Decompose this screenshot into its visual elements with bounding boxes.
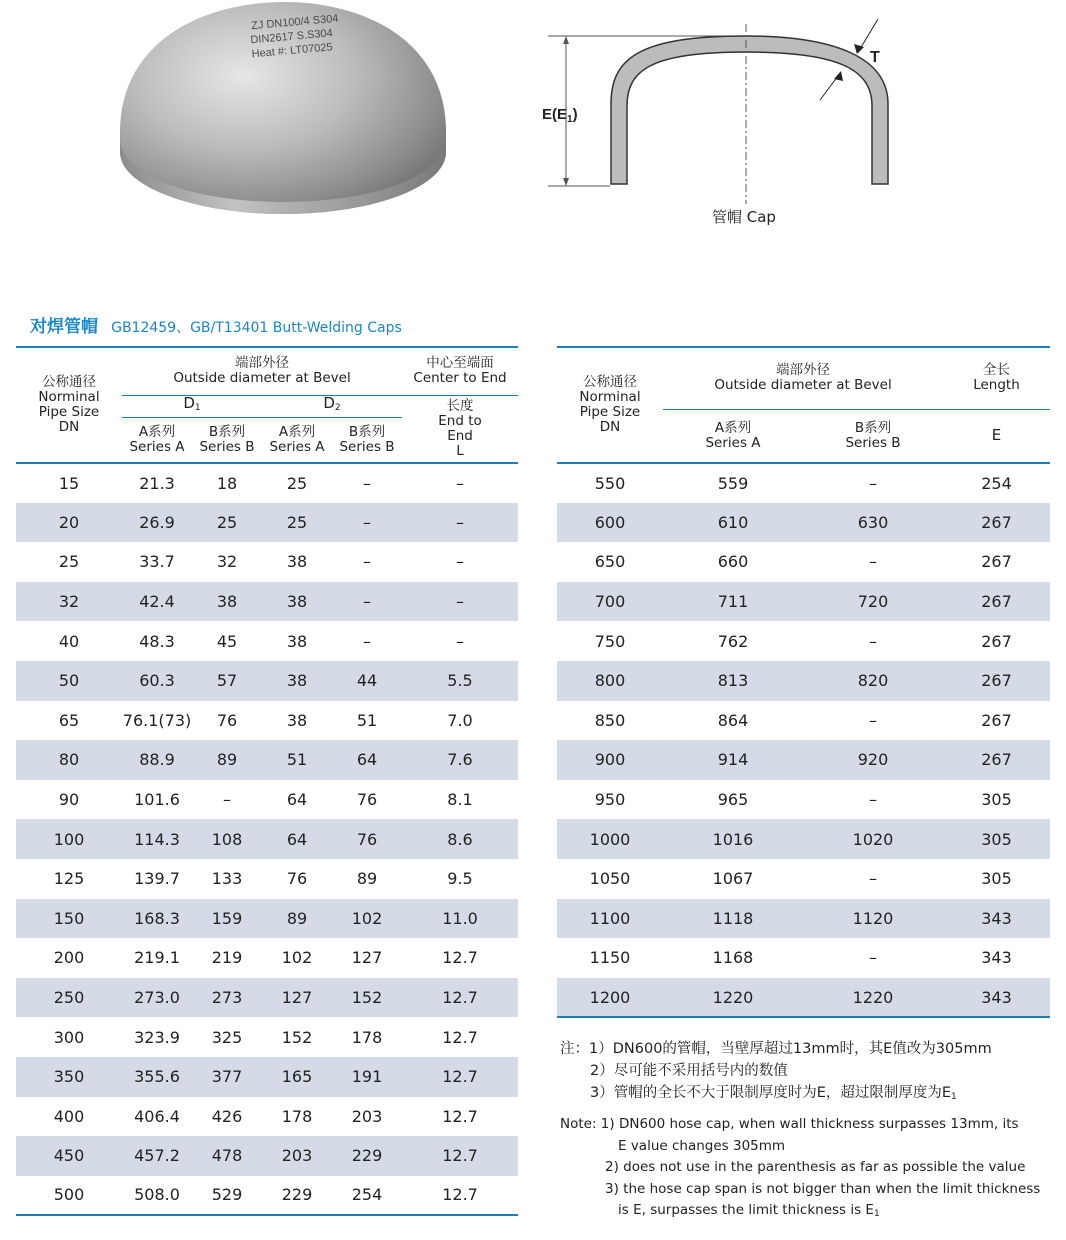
table-cell-d2-b: – <box>332 503 402 543</box>
table-cell-d2-b: 89 <box>356 869 378 889</box>
r-e-header: E <box>943 409 1050 463</box>
table-cell-d1-a: 60.3 <box>122 661 192 701</box>
table-cell-series-a: 559 <box>717 473 749 493</box>
table-cell-d1-a: 168.3 <box>122 899 192 939</box>
table-cell-series-a: 1118 <box>663 899 803 939</box>
table-row <box>16 899 518 939</box>
table-cell-series-b: 1120 <box>803 899 943 939</box>
table-cell-dn: 650 <box>594 552 626 572</box>
d2-header: $D_2$ <box>262 395 402 417</box>
table-cell-series-b: 1220 <box>803 978 943 1018</box>
table-cell-e: 343 <box>943 978 1050 1018</box>
d2-series-b-header: B系列 Series B <box>332 417 402 463</box>
table-cell-length: 7.0 <box>447 710 473 730</box>
table-row <box>557 701 1050 741</box>
title-cn: 对焊管帽 <box>30 317 98 337</box>
table-row <box>16 819 518 859</box>
table-cell-length: 12.7 <box>442 1027 478 1047</box>
table-cell-d1-b: 133 <box>211 869 243 889</box>
table-cell-e: 267 <box>943 740 1050 780</box>
table-cell-dn: 90 <box>58 790 80 810</box>
table-row <box>16 503 518 543</box>
stamp-line-3: Heat #: LT07025 <box>251 41 334 61</box>
table-cell-d2-b: – <box>363 473 371 493</box>
table-cell-dn: 550 <box>594 473 626 493</box>
table-cell-d2-a: 38 <box>286 710 308 730</box>
table-cell-series-b: – <box>869 710 877 730</box>
note-en-3b: is E, surpasses the limit thickness is $E_1$ <box>618 1202 880 1219</box>
table-row <box>16 1176 518 1216</box>
table-cell-d2-b: – <box>363 552 371 572</box>
r-dn-header: 公称通径 Norminal Pipe Size DN <box>557 347 663 463</box>
table-cell-e: 305 <box>943 819 1050 859</box>
table-cell-d2-a: 51 <box>262 740 332 780</box>
note-en-1b: E value changes 305mm <box>618 1137 786 1154</box>
table-row <box>557 978 1050 1018</box>
table-cell-d1-b: 57 <box>192 661 262 701</box>
table-row <box>16 701 518 741</box>
table-cell-d2-b: 229 <box>332 1136 402 1176</box>
table-cell-d2-b: – <box>363 631 371 651</box>
table-cell-dn: 40 <box>58 631 80 651</box>
table-cell-d2-a: 64 <box>286 790 308 810</box>
table-cell-dn: 500 <box>16 1176 122 1216</box>
cap-diagram <box>538 14 898 234</box>
table-cell-dn: 350 <box>16 1057 122 1097</box>
table-cell-series-b: 820 <box>803 661 943 701</box>
product-photo <box>112 2 452 217</box>
ce-header: 中心至端面 Center to End <box>402 347 518 395</box>
table-cell-series-b: – <box>869 631 877 651</box>
table-cell-d1-a: 139.7 <box>134 869 180 889</box>
table-cell-series-a: 864 <box>717 710 749 730</box>
note-en-3: 3) the hose cap span is not bigger than when the limit thickness <box>605 1180 1041 1197</box>
table-cell-d2-a: 229 <box>262 1176 332 1216</box>
table-cell-series-a: 762 <box>717 631 749 651</box>
table-cell-d2-a: 38 <box>286 631 308 651</box>
table-row <box>557 899 1050 939</box>
table-cell-d1-b: 38 <box>192 582 262 622</box>
table-row <box>16 859 518 899</box>
table-row <box>16 1017 518 1057</box>
table-cell-d2-b: 64 <box>332 740 402 780</box>
table-cell-d1-b: 478 <box>192 1136 262 1176</box>
table-row <box>16 542 518 582</box>
table-cell-length: 5.5 <box>402 661 518 701</box>
table-cell-e: 267 <box>981 710 1012 730</box>
table-cell-dn: 80 <box>16 740 122 780</box>
table-cell-length: – <box>456 473 465 493</box>
od-header: 端部外径 Outside diameter at Bevel <box>122 347 402 395</box>
table-cell-d2-a: 38 <box>262 582 332 622</box>
stamp-line-2: DIN2617 S.S304 <box>249 27 334 47</box>
table-cell-length: 12.7 <box>442 948 478 968</box>
table-cell-dn: 400 <box>53 1106 85 1126</box>
note-cn-3: 3）管帽的全长不大于限制厚度时为E，超过限制厚度为$E_1$ <box>590 1085 957 1102</box>
table-cell-series-b: – <box>869 948 877 968</box>
table-cell-dn: 250 <box>16 978 122 1018</box>
table-cell-d2-b: 76 <box>356 790 378 810</box>
table-cell-e: 343 <box>943 899 1050 939</box>
table-row <box>16 661 518 701</box>
table-row <box>16 1136 518 1176</box>
table-cell-d2-b: 178 <box>351 1027 383 1047</box>
table-cell-d1-a: 33.7 <box>139 552 175 572</box>
table-cell-d1-b: 219 <box>211 948 243 968</box>
table-cell-d1-a: 88.9 <box>122 740 192 780</box>
caps-table-right <box>557 346 1050 1018</box>
table-cell-d1-b: 25 <box>192 503 262 543</box>
table-cell-dn: 1100 <box>557 899 663 939</box>
table-cell-dn: 1050 <box>589 869 631 889</box>
d1-header: $D_1$ <box>122 395 262 417</box>
table-row <box>557 621 1050 661</box>
table-cell-series-b: – <box>869 473 877 493</box>
table-row <box>557 859 1050 899</box>
table-cell-dn: 850 <box>594 710 626 730</box>
table-cell-e: 267 <box>943 582 1050 622</box>
table-cell-d1-a: 21.3 <box>139 473 175 493</box>
table-row <box>16 978 518 1018</box>
table-cell-d1-a: 26.9 <box>122 503 192 543</box>
table-cell-d1-a: 114.3 <box>122 819 192 859</box>
table-cell-d2-a: 89 <box>262 899 332 939</box>
table-cell-dn: 125 <box>53 869 85 889</box>
table-cell-d2-b: 44 <box>332 661 402 701</box>
table-cell-d2-b: 152 <box>332 978 402 1018</box>
table-cell-d2-a: 178 <box>281 1106 313 1126</box>
stamp-line-1: ZJ DN100/4 S304 <box>250 12 339 33</box>
table-cell-length: 7.6 <box>402 740 518 780</box>
dn-header: 公称通径 Norminal Pipe Size DN <box>16 347 122 463</box>
table-row <box>16 621 518 661</box>
table-cell-series-a: 610 <box>663 503 803 543</box>
table-cell-d1-b: 529 <box>192 1176 262 1216</box>
table-cell-length: 12.7 <box>402 1136 518 1176</box>
table-cell-series-a: 660 <box>717 552 749 572</box>
table-cell-d2-a: 152 <box>281 1027 313 1047</box>
table-cell-length: 12.7 <box>402 978 518 1018</box>
table-cell-dn: 300 <box>53 1027 85 1047</box>
table-cell-d2-b: 51 <box>356 710 378 730</box>
table-cell-dn: 20 <box>16 503 122 543</box>
table-cell-dn: 950 <box>594 790 626 810</box>
table-cell-series-b: 630 <box>803 503 943 543</box>
table-cell-d1-a: 273.0 <box>122 978 192 1018</box>
table-cell-d1-b: – <box>223 790 231 810</box>
table-row <box>557 463 1050 503</box>
table-cell-length: 12.7 <box>442 1106 478 1126</box>
table-cell-d1-a: 48.3 <box>139 631 175 651</box>
table-row <box>557 819 1050 859</box>
table-cell-d1-a: 101.6 <box>134 790 180 810</box>
table-cell-dn: 600 <box>557 503 663 543</box>
table-row <box>16 463 518 503</box>
table-cell-series-b: – <box>869 869 877 889</box>
table-row <box>16 1057 518 1097</box>
table-cell-d1-b: 377 <box>192 1057 262 1097</box>
table-cell-length: – <box>456 631 465 651</box>
table-cell-length: – <box>402 582 518 622</box>
table-row <box>16 582 518 622</box>
table-cell-d2-a: 127 <box>262 978 332 1018</box>
table-cell-d1-b: 108 <box>192 819 262 859</box>
svg-text:E(E1) <box>542 106 578 125</box>
table-cell-e: 305 <box>981 790 1012 810</box>
table-cell-d2-a: 102 <box>281 948 313 968</box>
table-row <box>16 780 518 820</box>
d1-series-a-header: A系列 Series A <box>122 417 192 463</box>
table-cell-dn: 800 <box>557 661 663 701</box>
table-cell-d1-a: 457.2 <box>122 1136 192 1176</box>
height-label-close: ) <box>572 106 578 123</box>
table-row <box>16 740 518 780</box>
table-cell-d2-a: 25 <box>286 473 308 493</box>
length-header: 长度 End to End L <box>402 395 518 463</box>
table-row <box>557 582 1050 622</box>
table-cell-series-a: 813 <box>663 661 803 701</box>
table-cell-dn: 32 <box>16 582 122 622</box>
table-cell-dn: 25 <box>58 552 80 572</box>
table-cell-length: – <box>456 552 465 572</box>
table-cell-d2-a: 38 <box>286 552 308 572</box>
height-label-sub: 1 <box>567 114 573 125</box>
r-length-header: 全长 Length <box>943 347 1050 409</box>
table-cell-dn: 700 <box>557 582 663 622</box>
table-cell-d2-b: 76 <box>332 819 402 859</box>
table-cell-dn: 200 <box>53 948 85 968</box>
table-cell-d2-b: 127 <box>351 948 383 968</box>
table-cell-series-a: 711 <box>663 582 803 622</box>
notes <box>560 1038 1060 1226</box>
table-cell-e: 254 <box>981 473 1012 493</box>
table-cell-e: 267 <box>943 503 1050 543</box>
table-cell-length: 8.6 <box>402 819 518 859</box>
table-cell-d1-a: 406.4 <box>134 1106 180 1126</box>
table-cell-d2-a: 76 <box>286 869 308 889</box>
table-cell-series-a: 914 <box>663 740 803 780</box>
note-cn-2: 2）尽可能不采用括号内的数值 <box>590 1063 788 1079</box>
table-cell-dn: 150 <box>16 899 122 939</box>
table-cell-d2-b: 203 <box>351 1106 383 1126</box>
table-row <box>557 780 1050 820</box>
right-table-body <box>557 463 1050 1017</box>
note-en-1: Note: 1) DN600 hose cap, when wall thickness surpasses 13mm, its <box>560 1116 1019 1132</box>
table-cell-series-b: 720 <box>803 582 943 622</box>
table-cell-series-b: 920 <box>803 740 943 780</box>
table-row <box>557 938 1050 978</box>
table-cell-e: 267 <box>981 552 1012 572</box>
table-cell-length: 12.7 <box>402 1057 518 1097</box>
table-cell-d2-b: 191 <box>332 1057 402 1097</box>
table-cell-d1-a: 508.0 <box>122 1176 192 1216</box>
table-cell-series-b: – <box>869 790 877 810</box>
table-row <box>557 661 1050 701</box>
table-cell-d1-b: 18 <box>216 473 238 493</box>
table-row <box>557 542 1050 582</box>
table-cell-dn: 1200 <box>557 978 663 1018</box>
table-cell-series-a: 1016 <box>663 819 803 859</box>
table-row <box>16 1097 518 1137</box>
table-cell-d1-b: 273 <box>192 978 262 1018</box>
table-cell-d1-b: 76 <box>216 710 238 730</box>
table-cell-length: 12.7 <box>402 1176 518 1216</box>
section-title <box>30 312 402 337</box>
table-cell-d1-b: 325 <box>211 1027 243 1047</box>
table-cell-d2-b: 102 <box>332 899 402 939</box>
table-cell-d2-b: 254 <box>332 1176 402 1216</box>
d2-series-a-header: A系列 Series A <box>262 417 332 463</box>
table-cell-dn: 750 <box>594 631 626 651</box>
title-en: GB12459、GB/T13401 Butt-Welding Caps <box>111 320 402 336</box>
table-cell-length: 8.1 <box>447 790 473 810</box>
table-cell-dn: 65 <box>58 710 80 730</box>
table-cell-length: 9.5 <box>447 869 473 889</box>
table-cell-series-a: 1220 <box>663 978 803 1018</box>
r-series-a-header: A系列 Series A <box>663 409 803 463</box>
table-cell-d1-b: 32 <box>216 552 238 572</box>
table-cell-e: 343 <box>981 948 1012 968</box>
table-cell-series-b: – <box>869 552 877 572</box>
table-cell-dn: 100 <box>16 819 122 859</box>
table-cell-d1-b: 426 <box>211 1106 243 1126</box>
caps-table-left <box>16 346 518 1216</box>
table-cell-dn: 15 <box>58 473 80 493</box>
d1-series-b-header: B系列 Series B <box>192 417 262 463</box>
table-cell-d1-a: 355.6 <box>122 1057 192 1097</box>
table-cell-d2-a: 165 <box>262 1057 332 1097</box>
table-cell-d2-a: 64 <box>262 819 332 859</box>
r-od-header: 端部外径 Outside diameter at Bevel <box>663 347 943 409</box>
table-cell-series-a: 1168 <box>712 948 754 968</box>
table-row <box>557 740 1050 780</box>
table-cell-series-b: 1020 <box>803 819 943 859</box>
table-cell-series-a: 1067 <box>712 869 754 889</box>
note-cn-1: 注：1）DN600的管帽，当壁厚超过13mm时，其E值改为305mm <box>560 1041 992 1057</box>
table-cell-d2-b: – <box>332 582 402 622</box>
table-cell-e: 267 <box>981 631 1012 651</box>
r-series-b-header: B系列 Series B <box>803 409 943 463</box>
table-cell-d1-a: 219.1 <box>134 948 180 968</box>
table-cell-e: 267 <box>943 661 1050 701</box>
table-cell-e: 305 <box>981 869 1012 889</box>
table-cell-d1-a: 76.1(73) <box>122 710 192 730</box>
table-cell-d1-a: 323.9 <box>134 1027 180 1047</box>
diagram-caption: 管帽 Cap <box>712 208 776 226</box>
table-cell-dn: 450 <box>16 1136 122 1176</box>
table-cell-d2-a: 38 <box>262 661 332 701</box>
table-cell-d1-b: 159 <box>192 899 262 939</box>
left-table-body <box>16 463 518 1215</box>
table-cell-series-a: 965 <box>717 790 749 810</box>
thickness-label: T <box>870 49 880 66</box>
table-cell-d1-b: 89 <box>192 740 262 780</box>
table-cell-d2-a: 203 <box>262 1136 332 1176</box>
table-cell-d1-b: 45 <box>216 631 238 651</box>
table-row <box>16 938 518 978</box>
table-cell-dn: 50 <box>16 661 122 701</box>
note-en <box>560 1114 1060 1226</box>
table-cell-length: 11.0 <box>402 899 518 939</box>
table-cell-dn: 1150 <box>589 948 631 968</box>
table-row <box>557 503 1050 543</box>
table-cell-d2-a: 25 <box>262 503 332 543</box>
note-en-2: 2) does not use in the parenthesis as far as possible the value <box>605 1159 1026 1175</box>
table-cell-dn: 1000 <box>557 819 663 859</box>
table-cell-d1-a: 42.4 <box>122 582 192 622</box>
table-cell-dn: 900 <box>557 740 663 780</box>
table-cell-length: – <box>402 503 518 543</box>
height-label: E(E <box>542 106 568 123</box>
